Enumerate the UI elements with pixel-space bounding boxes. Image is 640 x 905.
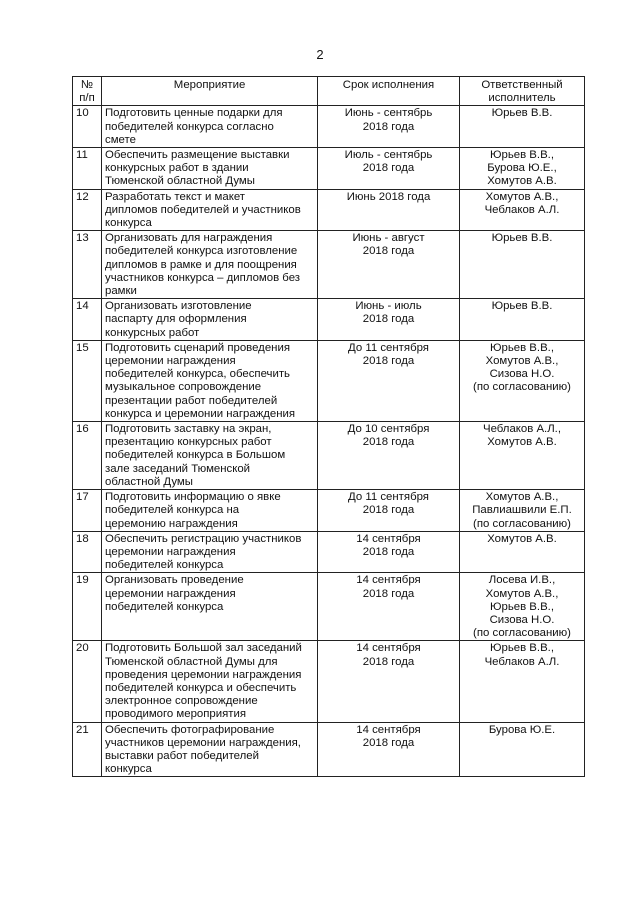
cell-line: победителей конкурса	[105, 559, 224, 572]
cell-line: конкурса и церемонии награждения	[105, 407, 296, 420]
cell-line: паспарту для оформления	[105, 313, 247, 326]
row-number: 20	[73, 641, 102, 722]
page-number: 2	[316, 47, 324, 62]
cell-line: победителей конкурса согласно	[105, 120, 274, 133]
row-number: 19	[73, 573, 102, 641]
cell-line: Юрьев В.В.	[491, 300, 553, 313]
cell-line: конкурса	[105, 763, 152, 776]
cell-line: презентацию конкурсных работ	[105, 436, 272, 449]
row-number: 21	[73, 722, 102, 777]
cell-line: Лосева И.В.,	[488, 574, 556, 587]
cell-line: Подготовить Большой зал заседаний	[105, 642, 302, 655]
cell-line: 2018 года	[362, 162, 415, 175]
responsible-cell	[460, 490, 585, 532]
cell-line: победителей конкурса в Большом	[105, 449, 286, 462]
deadline-cell	[318, 299, 460, 341]
cell-line: Тюменской областной Думы для	[105, 655, 278, 668]
cell-line: 14 сентября	[356, 532, 421, 545]
activity-cell	[102, 422, 318, 490]
cell-line: Ответственный	[481, 79, 563, 91]
table-row	[73, 531, 585, 573]
cell-line: 2018 года	[362, 736, 415, 749]
cell-line: 2018 года	[362, 655, 415, 668]
deadline-cell	[318, 531, 460, 573]
cell-line: победителей конкурса изготовление	[105, 245, 298, 258]
cell-line: Бурова Ю.Е.,	[487, 162, 557, 175]
cell-line: Юрьев В.В.,	[489, 642, 555, 655]
cell-line: Хомутов А.В.,	[485, 491, 559, 504]
cell-line: Павлиашвили Е.П.	[472, 504, 572, 517]
cell-line: проведения церемонии награждения	[105, 668, 302, 681]
responsible-cell	[460, 531, 585, 573]
cell-line: Разработать текст и макет	[105, 190, 246, 203]
cell-line: церемонии награждения	[105, 355, 236, 368]
cell-line: участников церемонии награждения,	[105, 736, 301, 749]
activity-cell	[102, 106, 318, 148]
cell-line: церемонию награждения	[105, 517, 238, 530]
cell-line: Обеспечить фотографирование	[105, 723, 275, 736]
header-number	[73, 77, 102, 106]
cell-line: Подготовить ценные подарки для	[105, 107, 283, 120]
cell-line: рамки	[105, 285, 137, 298]
cell-line: конкурса	[105, 217, 152, 230]
cell-line: 2018 года	[362, 245, 415, 258]
cell-line: исполнитель	[488, 92, 556, 105]
cell-line: дипломов в рамке и для поощрения	[105, 258, 297, 271]
responsible-cell	[460, 573, 585, 641]
cell-line: церемонии награждения	[105, 587, 236, 600]
cell-line: церемонии награждения	[105, 545, 236, 558]
cell-line: победителей конкурса на	[105, 504, 240, 517]
cell-line: (по согласованию)	[473, 627, 571, 640]
table-row	[73, 231, 585, 299]
cell-line: Хомутов А.В.	[487, 532, 557, 545]
cell-line: Юрьев В.В.	[491, 107, 553, 120]
cell-line: конкурсных работ в здании	[105, 162, 249, 175]
cell-line: Юрьев В.В.,	[489, 341, 555, 354]
cell-line: победителей конкурса и обеспечить	[105, 681, 297, 694]
cell-line: презентации работ победителей	[105, 394, 278, 407]
responsible-cell	[460, 340, 585, 421]
cell-line: 2018 года	[362, 436, 415, 449]
deadline-cell	[318, 641, 460, 722]
cell-line: музыкальное сопровождение	[105, 381, 262, 394]
cell-line: Хомутов А.В.,	[485, 355, 559, 368]
cell-line: Чеблаков А.Л.	[484, 203, 560, 216]
cell-line: №	[80, 79, 94, 91]
cell-line: Июнь - август	[352, 232, 425, 245]
deadline-cell	[318, 722, 460, 777]
table-body	[73, 106, 585, 777]
row-number: 11	[73, 148, 102, 190]
cell-line: Чеблаков А.Л.	[484, 655, 560, 668]
table-row	[73, 148, 585, 190]
cell-line: 2018 года	[362, 587, 415, 600]
cell-line: Юрьев В.В.	[491, 232, 553, 245]
cell-line: Чеблаков А.Л.,	[482, 423, 562, 436]
cell-line: проводимого мероприятия	[105, 708, 247, 721]
activity-plan-table	[72, 76, 585, 777]
deadline-cell	[318, 189, 460, 231]
activity-cell	[102, 641, 318, 722]
cell-line: областной Думы	[105, 475, 193, 488]
cell-line: 14 сентября	[356, 574, 421, 587]
responsible-cell	[460, 422, 585, 490]
row-number: 18	[73, 531, 102, 573]
deadline-cell	[318, 340, 460, 421]
cell-line: Организовать изготовление	[105, 300, 252, 313]
table-row	[73, 106, 585, 148]
responsible-cell	[460, 106, 585, 148]
table-row	[73, 641, 585, 722]
responsible-cell	[460, 641, 585, 722]
deadline-cell	[318, 573, 460, 641]
cell-line: Хомутов А.В.	[487, 436, 557, 449]
cell-line: дипломов победителей и участников	[105, 203, 301, 216]
cell-line: Юрьев В.В.,	[489, 149, 555, 162]
cell-line: Организовать проведение	[105, 574, 244, 587]
cell-line: Июль - сентябрь	[344, 149, 433, 162]
responsible-cell	[460, 299, 585, 341]
cell-line: 2018 года	[362, 545, 415, 558]
cell-line: Сизова Н.О.	[489, 613, 555, 626]
cell-line: Хомутов А.В.	[487, 175, 557, 188]
cell-line: (по согласованию)	[473, 517, 571, 530]
cell-line: победителей конкурса, обеспечить	[105, 368, 290, 381]
activity-cell	[102, 189, 318, 231]
row-number: 10	[73, 106, 102, 148]
table-row	[73, 189, 585, 231]
table-row	[73, 722, 585, 777]
cell-line: До 11 сентября	[348, 491, 429, 504]
cell-line: 2018 года	[362, 313, 415, 326]
activity-cell	[102, 531, 318, 573]
table-row	[73, 340, 585, 421]
cell-line: Подготовить сценарий проведения	[105, 341, 290, 354]
header-deadline	[318, 77, 460, 106]
activity-cell	[102, 490, 318, 532]
cell-line: 2018 года	[362, 355, 415, 368]
cell-line: (по согласованию)	[473, 381, 571, 394]
cell-line: До 10 сентября	[347, 423, 430, 436]
cell-line: До 11 сентября	[348, 341, 429, 354]
cell-line: Июнь 2018 года	[346, 190, 431, 203]
cell-line: Тюменской областной Думы	[105, 175, 255, 188]
cell-line: Сизова Н.О.	[489, 368, 555, 381]
cell-line: Обеспечить регистрацию участников	[105, 532, 302, 545]
cell-line: Юрьев В.В.,	[489, 600, 555, 613]
header-activity	[102, 77, 318, 106]
cell-line: Бурова Ю.Е.	[488, 723, 556, 736]
table-row	[73, 573, 585, 641]
cell-line: выставки работ победителей	[105, 749, 259, 762]
cell-line: Хомутов А.В.,	[485, 190, 559, 203]
row-number: 14	[73, 299, 102, 341]
cell-line: 2018 года	[362, 120, 415, 133]
cell-line: Подготовить информацию о явке	[105, 491, 281, 504]
header-responsible	[460, 77, 585, 106]
cell-line: Июнь - сентябрь	[344, 107, 433, 120]
cell-line: Организовать для награждения	[105, 232, 273, 245]
deadline-cell	[318, 490, 460, 532]
row-number: 13	[73, 231, 102, 299]
cell-line: Срок исполнения	[342, 79, 435, 91]
responsible-cell	[460, 148, 585, 190]
table-row	[73, 422, 585, 490]
activity-cell	[102, 722, 318, 777]
cell-line: конкурсных работ	[105, 326, 200, 339]
responsible-cell	[460, 231, 585, 299]
cell-line: 14 сентября	[356, 642, 421, 655]
activity-cell	[102, 299, 318, 341]
activity-cell	[102, 573, 318, 641]
cell-line: Июнь - июль	[355, 300, 422, 313]
table-row	[73, 490, 585, 532]
activity-cell	[102, 231, 318, 299]
cell-line: участников конкурса – дипломов без	[105, 271, 301, 284]
table-row	[73, 299, 585, 341]
cell-line: 14 сентября	[356, 723, 421, 736]
cell-line: п/п	[79, 92, 95, 105]
responsible-cell	[460, 722, 585, 777]
activity-cell	[102, 340, 318, 421]
table-header-row	[73, 77, 585, 106]
activity-cell	[102, 148, 318, 190]
cell-line: Подготовить заставку на экран,	[105, 423, 272, 436]
cell-line: Обеспечить размещение выставки	[105, 149, 290, 162]
deadline-cell	[318, 106, 460, 148]
cell-line: смете	[105, 133, 136, 146]
deadline-cell	[318, 422, 460, 490]
row-number: 15	[73, 340, 102, 421]
responsible-cell	[460, 189, 585, 231]
row-number: 17	[73, 490, 102, 532]
deadline-cell	[318, 148, 460, 190]
cell-line: зале заседаний Тюменской	[105, 462, 251, 475]
row-number: 12	[73, 189, 102, 231]
deadline-cell	[318, 231, 460, 299]
cell-line: Хомутов А.В.,	[485, 587, 559, 600]
cell-line: электронное сопровождение	[105, 695, 258, 708]
row-number: 16	[73, 422, 102, 490]
cell-line: Мероприятие	[173, 79, 246, 91]
cell-line: 2018 года	[362, 504, 415, 517]
cell-line: победителей конкурса	[105, 600, 224, 613]
